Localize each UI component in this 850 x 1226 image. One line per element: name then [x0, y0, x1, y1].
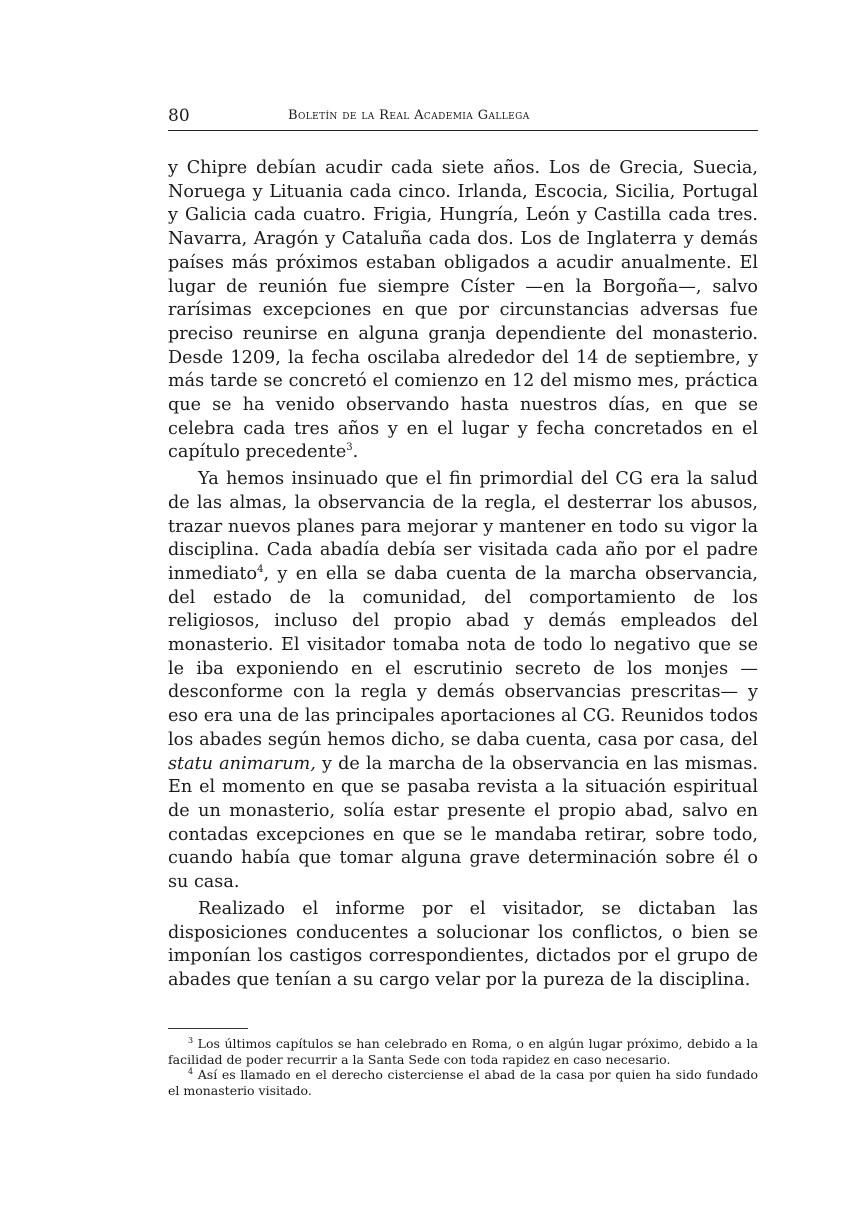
- footnote-divider: [168, 1028, 248, 1029]
- paragraph-1-text: y Chipre debían acudir cada siete años. Los de Grecia, Suecia, Noruega y Lituania cada cinco. Irlanda, Escocia, Sicilia, Portugal y Galicia cada cuatro. Frigia, Hungría, León y Castilla cada tres. Navarra, Aragón y Cataluña cada dos. Los de Inglaterra y demás países más próximos estaban obligados a acudir anualmente. El lugar de reunión fue siempre Císter —en la Borgoña—, salvo rarísimas excepciones en que por circunstancias adversas fue preciso reunirse en alguna granja dependiente del monasterio. Desde 1209, la fecha oscilaba alrededor del 14 de septiembre, y más tarde se concretó el comienzo en 12 del mismo mes, práctica que se ha venido observando hasta nuestros días, en que se celebra cada tres años y en el lugar y fecha concretados en el capítulo precedente: [168, 158, 758, 463]
- footnotes: [168, 1036, 758, 1098]
- footnote-3-mark: 3: [188, 1035, 194, 1045]
- paragraph-3-text: Realizado el informe por el visitador, se dictaban las disposiciones conducentes a solucionar los conflictos, o bien se imponían los castigos correspondientes, dictados por el grupo de abades que tenían a su cargo velar por la pureza de la disciplina.: [168, 898, 758, 990]
- paragraph-2-text-c: y de la marcha de la observancia en las mismas. En el momento en que se pasaba revista a la situación espiritual de un monasterio, solía estar presente el propio abad, salvo en contadas excepciones en que se le mandaba retirar, sobre todo, cuando había que tomar alguna grave determinación sobre él o su casa.: [168, 753, 758, 893]
- body-text: [168, 157, 758, 993]
- paragraph-1-end: .: [352, 442, 359, 463]
- footnote-3: [168, 1036, 758, 1067]
- paragraph-2-text-a: Ya hemos insinuado que el fin primordial del CG era la salud de las almas, la observancia de la regla, el desterrar los abusos, trazar nuevos planes para mejorar y mantener en todo su vigor la disciplina. Cada abadía debía ser visitada cada año por el padre inmediato: [168, 469, 758, 584]
- paragraph-2: [168, 468, 758, 895]
- footnote-ref-3: 3: [346, 442, 353, 454]
- paragraph-1: [168, 157, 758, 465]
- footnote-4-mark: 4: [188, 1066, 194, 1076]
- footnote-3-text: Los últimos capítulos se han celebrado en Roma, o en algún lugar próximo, debido a la facilidad de poder recurrir a la Santa Sede con toda rapidez en caso necesario.: [168, 1036, 758, 1067]
- running-title: Boletín de la Real Academia Gallega: [288, 108, 530, 123]
- paragraph-3: [168, 898, 758, 993]
- footnote-4: [168, 1067, 758, 1098]
- page-number: 80: [168, 106, 190, 126]
- paragraph-2-text-b: , y en ella se daba cuenta de la marcha observancia, del estado de la comunidad, del comportamiento de los religiosos, incluso del propio abad y demás empleados del monasterio. El visitador tomaba nota de todo lo negativo que se le iba exponiendo en el escrutinio secreto de los monjes —desconforme con la regla y demás observancias prescritas— y eso era una de las principales aportaciones al CG. Reunidos todos los abades según hemos dicho, se daba cuenta, casa por casa, del: [168, 563, 758, 750]
- page-header: [168, 106, 758, 131]
- footnote-4-text: Así es llamado en el derecho cisterciense el abad de la casa por quien ha sido fundado el monasterio visitado.: [168, 1067, 758, 1098]
- latin-phrase: statu animarum,: [168, 753, 316, 774]
- footnote-ref-4: 4: [257, 564, 264, 576]
